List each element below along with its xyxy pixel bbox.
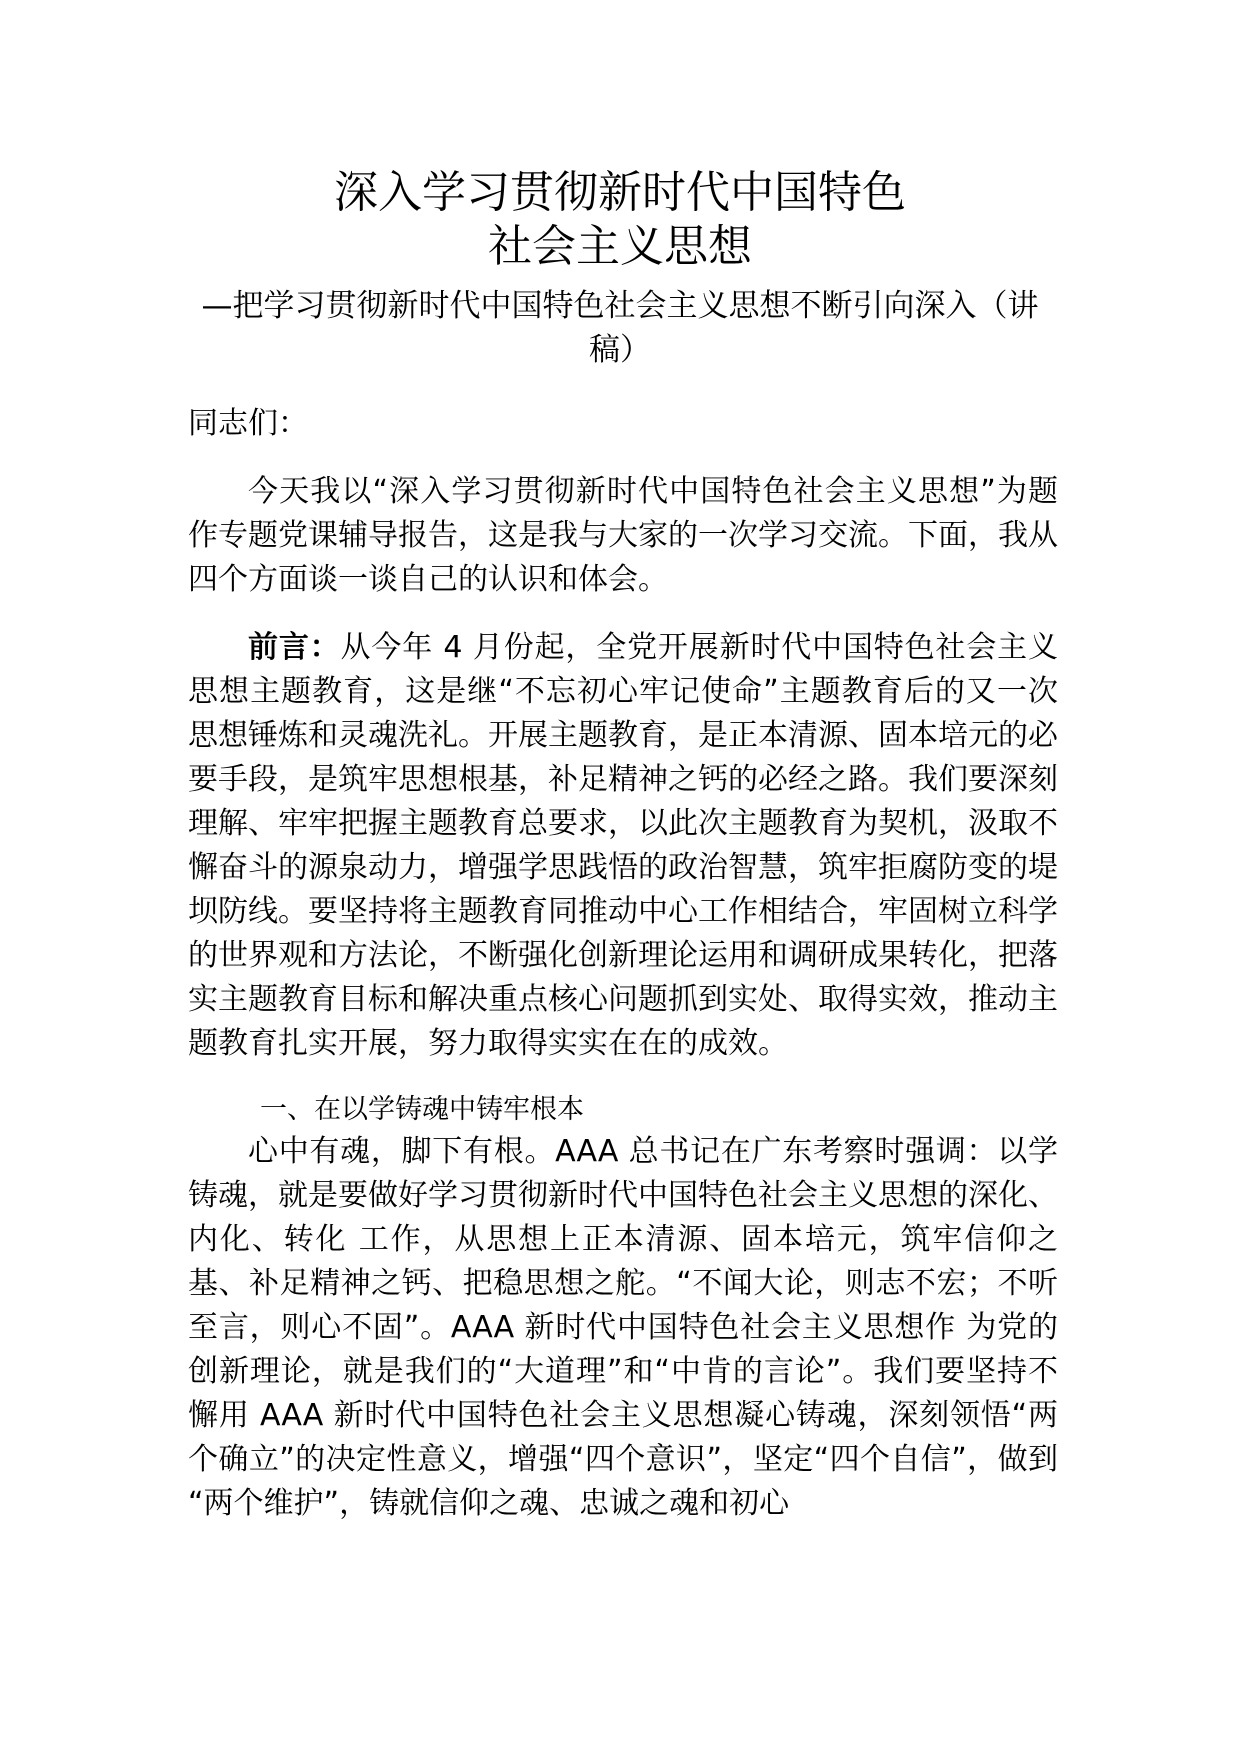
preface-text: 从今年 4 月份起，全党开展新时代中国特色社会主义思想主题教育，这是继“不忘初心牢记使命”主题教育后的又一次思想锤炼和灵魂洗礼。开展主题教育，是正本清源、固本培元的必要手段，是筑牢思想根基，补足精神之钙的必经之路。我们要深刻理解、牢牢把握主题教育总要求，以此次主题教育为契机，汲取不懈奋斗的源泉动力，增强学思践悟的政治智慧，筑牢拒腐防变的堤坝防线。要坚持将主题教育同推动中心工作相结合，牢固树立科学的世界观和方法论，不断强化创新理论运用和调研成果转化，把落实主题教育目标和解决重点核心问题抓到实处、取得实效，推动主题教育扎实开展，努力取得实实在在的成效。 <box>188 630 1058 1061</box>
document-body <box>188 402 1058 1526</box>
intro-paragraph: 今天我以“深入学习贯彻新时代中国特色社会主义思想”为题作专题党课辅导报告，这是我与大家的一次学习交流。下面，我从四个方面谈一谈自己的认识和体会。 <box>188 474 1058 597</box>
preface-label: 前言： <box>248 630 341 665</box>
section-1-paragraph: 心中有魂，脚下有根。AAA 总书记在广东考察时强调：以学铸魂，就是要做好学习贯彻新时代中国特色社会主义思想的深化、内化、转化 工作，从思想上正本清源、固本培元，筑牢信仰之基、补足精神之钙、把稳思想之舵。“不闻大论，则志不宏；不听至言，则心不固”。AAA 新时代中国特色社会主义思想作 为党的创新理论，就是我们的“大道理”和“中肯的言论”。我们要坚持不懈用 AAA 新时代中国特色社会主义思想凝心铸魂，深刻领悟“两个确立”的决定性意义，增强“四个意识”，坚定“四个自信”，做到 “两个维护”，铸就信仰之魂、忠诚之魂和初心 <box>188 1134 1058 1521</box>
document-title-line-2: 社会主义思想 <box>488 221 752 272</box>
title-block <box>180 166 1060 372</box>
salutation: 同志们： <box>188 406 308 441</box>
document-subtitle: —把学习贯彻新时代中国特色社会主义思想不断引向深入（讲稿） <box>201 288 1039 368</box>
preface-paragraph <box>188 626 1058 1066</box>
section-1-heading: 一、在以学铸魂中铸牢根本 <box>260 1094 584 1125</box>
document-title-line-1: 深入学习贯彻新时代中国特色 <box>334 167 906 218</box>
